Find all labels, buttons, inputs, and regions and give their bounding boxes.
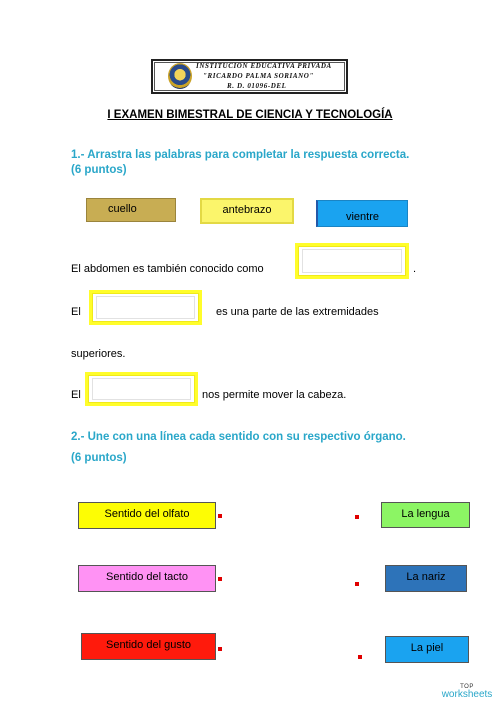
connector-dot-left-2[interactable] [218, 577, 222, 581]
sense-box-gusto: Sentido del gusto [81, 633, 216, 660]
sentence1-period: . [413, 263, 417, 275]
word-tile-antebrazo[interactable]: antebrazo [200, 198, 294, 224]
organ-box-piel: La piel [385, 636, 469, 663]
question1-points: (6 puntos) [71, 164, 127, 176]
sentence2-text: es una parte de las extremidades [216, 306, 379, 318]
organ-box-nariz: La nariz [385, 565, 467, 592]
sentence2-continuation: superiores. [71, 348, 126, 360]
question2-prompt: 2.- Une con una línea cada sentido con su respectivo órgano. [71, 431, 406, 443]
question2-points: (6 puntos) [71, 452, 127, 464]
connector-dot-left-3[interactable] [218, 647, 222, 651]
question1-prompt: 1.- Arrastra las palabras para completar la respuesta correcta. [71, 149, 410, 161]
school-name-line2: "RICARDO PALMA SORIANO" [203, 72, 314, 80]
topworksheets-logo[interactable] [440, 684, 494, 700]
school-name-line1: INSTITUCION EDUCATIVA PRIVADA [196, 62, 332, 70]
sentence2-start: El [71, 306, 81, 318]
school-resolution: R. D. 01096-DEL [227, 82, 287, 90]
drop-zone-2[interactable] [89, 290, 202, 325]
school-logo [168, 63, 192, 89]
connector-dot-right-3[interactable] [358, 655, 362, 659]
sentence3-start: El [71, 389, 81, 401]
word-tile-vientre[interactable]: vientre [316, 200, 408, 227]
sentence1-text: El abdomen es también conocido como [71, 263, 264, 275]
connector-dot-right-2[interactable] [355, 582, 359, 586]
connector-dot-left-1[interactable] [218, 514, 222, 518]
brand-bottom-text: worksheets [441, 689, 493, 700]
exam-title: I EXAMEN BIMESTRAL DE CIENCIA Y TECNOLOGÍA [107, 109, 393, 121]
drop-zone-1[interactable] [295, 243, 409, 279]
organ-box-lengua: La lengua [381, 502, 470, 528]
sense-box-tacto: Sentido del tacto [78, 565, 216, 592]
word-tile-cuello[interactable]: cuello [86, 198, 176, 222]
connector-dot-right-1[interactable] [355, 515, 359, 519]
brand-top-text: TOP [460, 684, 474, 690]
sentence3-text: nos permite mover la cabeza. [202, 389, 347, 401]
drop-zone-3[interactable] [85, 372, 198, 406]
sense-box-olfato: Sentido del olfato [78, 502, 216, 529]
